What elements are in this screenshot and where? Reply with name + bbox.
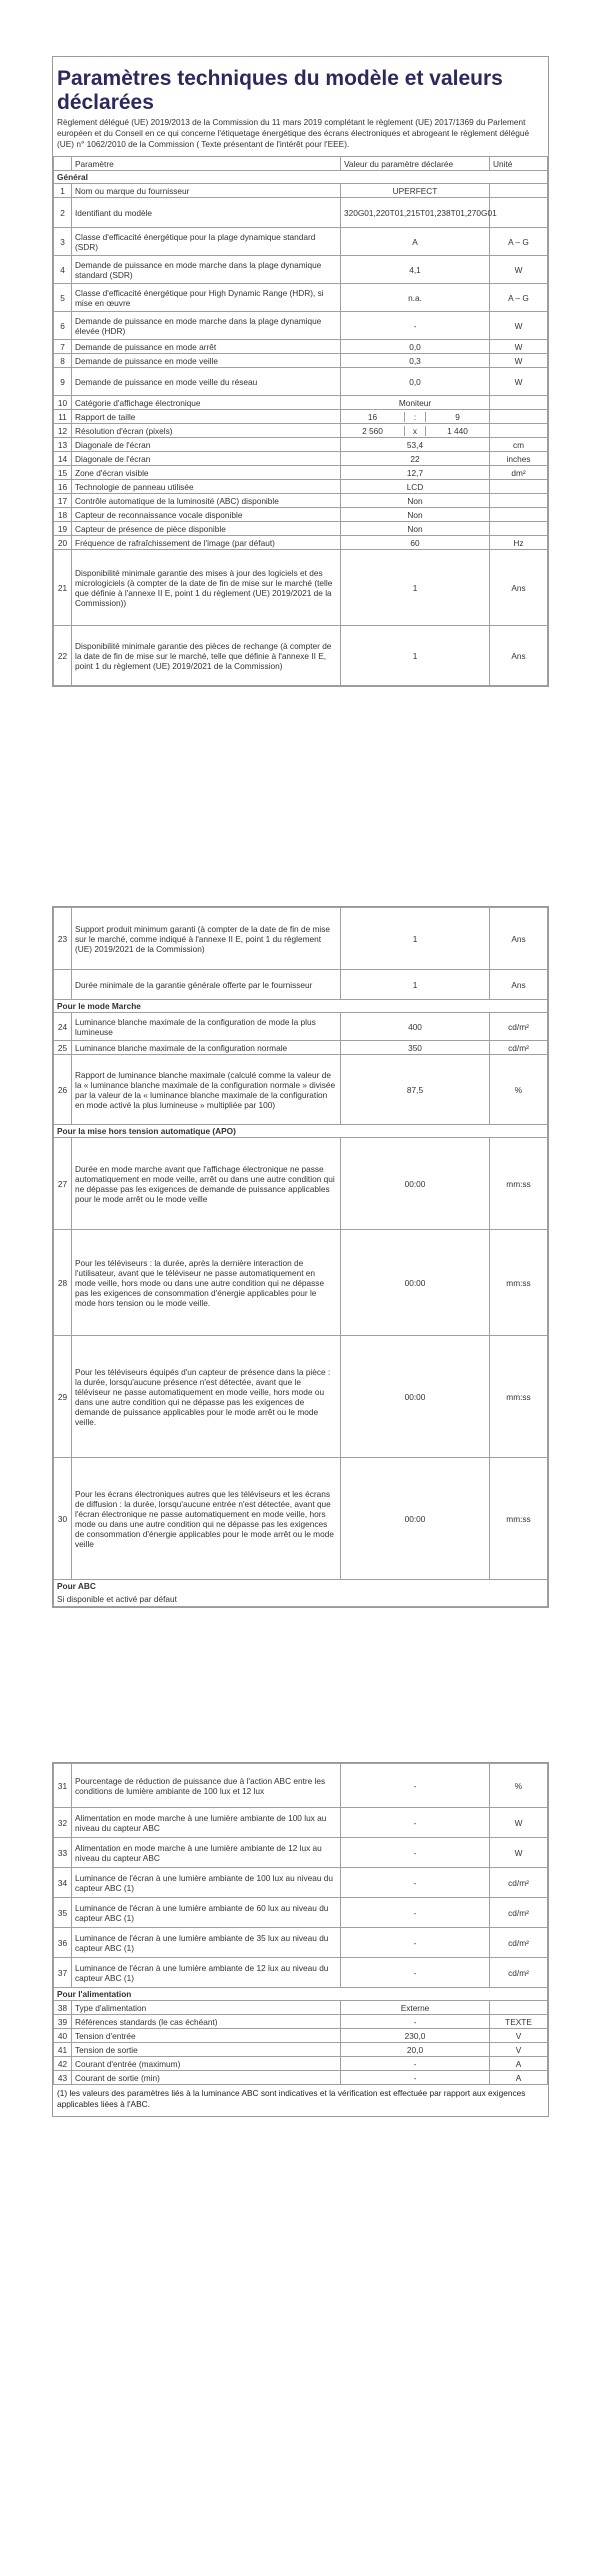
table-row: 12 Résolution d'écran (pixels) 2 560 x 1 440 bbox=[54, 424, 548, 438]
section-apo: Pour la mise hors tension automatique (APO) bbox=[54, 1125, 548, 1138]
table-row: 1 Nom ou marque du fournisseur UPERFECT bbox=[54, 184, 548, 198]
table-row: 15 Zone d'écran visible 12,7 dm² bbox=[54, 466, 548, 480]
table-header-row bbox=[54, 157, 548, 171]
header-param: Paramètre bbox=[72, 157, 341, 171]
table-row: 21 Disponibilité minimale garantie des mises à jour des logiciels et des micrologiciels (à compter de la date de fin de mise sur le marché (telle que définie à l'annexe II E, point 1 du règlement (UE) 2019/2021 de la Commission)) 1 Ans bbox=[54, 550, 548, 626]
table-row: 24 Luminance blanche maximale de la configuration de mode la plus lumineuse 400 cd/m² bbox=[54, 1013, 548, 1041]
table-row: 33 Alimentation en mode marche à une lumière ambiante de 12 lux au niveau du capteur ABC - W bbox=[54, 1838, 548, 1868]
document-page-1 bbox=[52, 56, 549, 687]
header-unit: Unité bbox=[490, 157, 548, 171]
table-row: 43 Courant de sortie (min) - A bbox=[54, 2071, 548, 2085]
table-row: 38 Type d'alimentation Externe bbox=[54, 2001, 548, 2015]
table-row: 32 Alimentation en mode marche à une lumière ambiante de 100 lux au niveau du capteur ABC - W bbox=[54, 1808, 548, 1838]
table-row: 4 Demande de puissance en mode marche dans la plage dynamique standard (SDR) 4,1 W bbox=[54, 256, 548, 284]
table-row: Durée minimale de la garantie générale offerte par le fournisseur 1 Ans bbox=[54, 970, 548, 1000]
document-page-2 bbox=[52, 906, 549, 1608]
table-row: 39 Références standards (le cas échéant) - TEXTE bbox=[54, 2015, 548, 2029]
table-row: 10 Catégorie d'affichage électronique Moniteur bbox=[54, 396, 548, 410]
table-row: 31 Pourcentage de réduction de puissance due à l'action ABC entre les conditions de lumière ambiante de 100 lux et 12 lux - % bbox=[54, 1764, 548, 1808]
table-row: 13 Diagonale de l'écran 53,4 cm bbox=[54, 438, 548, 452]
table-row: 6 Demande de puissance en mode marche dans la plage dynamique élevée (HDR) - W bbox=[54, 312, 548, 340]
parameters-table-part-2 bbox=[53, 907, 548, 1607]
table-row: 18 Capteur de reconnaissance vocale disponible Non bbox=[54, 508, 548, 522]
header-value: Valeur du paramètre déclarée bbox=[341, 157, 490, 171]
table-row: 35 Luminance de l'écran à une lumière ambiante de 60 lux au niveau du capteur ABC (1) - cd/m² bbox=[54, 1898, 548, 1928]
table-row: 3 Classe d'efficacité énergétique pour la plage dynamique standard (SDR) A A – G bbox=[54, 228, 548, 256]
table-row: 26 Rapport de luminance blanche maximale (calculé comme la valeur de la « luminance blanche maximale de la configuration normale » divisée par la valeur de la « luminance blanche maximale de la configuration en mode activé la plus lumineuse » multipliée par 100) 87,5 % bbox=[54, 1055, 548, 1125]
table-row: 2 Identifiant du modèle 320G01,220T01,215T01,238T01,270G01 bbox=[54, 198, 548, 228]
table-row: 23 Support produit minimum garanti (à compter de la date de fin de mise sur le marché, comme indiqué à l'annexe II E, point 1 du règlement (UE) 2019/2021 de la Commission) 1 Ans bbox=[54, 908, 548, 970]
table-row: 11 Rapport de taille 16 : 9 bbox=[54, 410, 548, 424]
table-row: 41 Tension de sortie 20,0 V bbox=[54, 2043, 548, 2057]
table-row: 19 Capteur de présence de pièce disponible Non bbox=[54, 522, 548, 536]
table-row: 40 Tension d'entrée 230,0 V bbox=[54, 2029, 548, 2043]
section-power: Pour l'alimentation bbox=[54, 1988, 548, 2001]
table-row: 16 Technologie de panneau utilisée LCD bbox=[54, 480, 548, 494]
parameters-table-part-3 bbox=[53, 1763, 548, 2085]
footnote: (1) les valeurs des paramètres liés à la luminance ABC sont indicatives et la vérification est effectuée par rapport aux exigences applicables liées à l'ABC. bbox=[57, 2088, 526, 2109]
table-row: 17 Contrôle automatique de la luminosité (ABC) disponible Non bbox=[54, 494, 548, 508]
table-row: 37 Luminance de l'écran à une lumière ambiante de 12 lux au niveau du capteur ABC (1) - cd/m² bbox=[54, 1958, 548, 1988]
table-row: 5 Classe d'efficacité énergétique pour High Dynamic Range (HDR), si mise en œuvre n.a. A – G bbox=[54, 284, 548, 312]
table-row: 14 Diagonale de l'écran 22 inches bbox=[54, 452, 548, 466]
page-title: Paramètres techniques du modèle et valeurs déclarées bbox=[57, 67, 503, 114]
table-row: 36 Luminance de l'écran à une lumière ambiante de 35 lux au niveau du capteur ABC (1) - cd/m² bbox=[54, 1928, 548, 1958]
table-row: 34 Luminance de l'écran à une lumière ambiante de 100 lux au niveau du capteur ABC (1) - cd/m² bbox=[54, 1868, 548, 1898]
section-abc: Pour ABC bbox=[54, 1580, 548, 1593]
table-row: 42 Courant d'entrée (maximum) - A bbox=[54, 2057, 548, 2071]
table-row: 22 Disponibilité minimale garantie des pièces de rechange (à compter de la date de fin de mise sur le marché, telle que définie à l'annexe II E, point 1 du règlement (UE) 2019/2021 de la Commission) 1 Ans bbox=[54, 626, 548, 686]
table-row: 25 Luminance blanche maximale de la configuration normale 350 cd/m² bbox=[54, 1041, 548, 1055]
document-page-3 bbox=[52, 1762, 549, 2117]
table-row: 29 Pour les téléviseurs équipés d'un capteur de présence dans la pièce : la durée, lorsqu'aucune présence n'est détectée, avant que le téléviseur ne passe automatiquement en mode veille, hors mode ou dans une autre condition qui ne dépasse pas les exigences de demande de puissance applicables pour le mode arrêt ou le mode veille. 00:00 mm:ss bbox=[54, 1336, 548, 1458]
table-row: 28 Pour les téléviseurs : la durée, après la dernière interaction de l'utilisateur, avant que le téléviseur ne passe automatiquement en mode veille, hors mode ou dans une autre condition qui ne dépasse pas les exigences de consommation d'énergie applicables pour le mode hors tension ou le mode veille. 00:00 mm:ss bbox=[54, 1230, 548, 1336]
table-row: 30 Pour les écrans électroniques autres que les téléviseurs et les écrans de diffusion : la durée, lorsqu'aucune entrée n'est détectée, avant que l'écran électronique ne passe automatiquement en mode veille, hors mode ou dans une autre condition qui ne dépasse pas les exigences de consommation d'énergie applicables pour le mode arrêt ou le mode veille 00:00 mm:ss bbox=[54, 1458, 548, 1580]
table-row: 27 Durée en mode marche avant que l'affichage électronique ne passe automatiquement en mode veille, arrêt ou dans une autre condition qui ne dépasse pas les exigences de demande de puissance applicables pour le mode arrêt ou le mode veille 00:00 mm:ss bbox=[54, 1138, 548, 1230]
intro-text: Règlement délégué (UE) 2019/2013 de la Commission du 11 mars 2019 complétant le règlement (UE) 2017/1369 du Parlement européen et du Conseil en ce qui concerne l'étiquetage énergétique des écrans électroniques et abrogeant le règlement délégué (UE) n° 1062/2010 de la Commission ( Texte présentant de l'intérêt pour l'EEE). bbox=[57, 117, 530, 149]
section-on-mode: Pour le mode Marche bbox=[54, 1000, 548, 1013]
parameters-table-part-1 bbox=[53, 156, 548, 686]
table-row: 8 Demande de puissance en mode veille 0,3 W bbox=[54, 354, 548, 368]
table-row: 20 Fréquence de rafraîchissement de l'image (par défaut) 60 Hz bbox=[54, 536, 548, 550]
table-row: 9 Demande de puissance en mode veille du réseau 0,0 W bbox=[54, 368, 548, 396]
table-row: 7 Demande de puissance en mode arrêt 0,0 W bbox=[54, 340, 548, 354]
section-general: Général bbox=[54, 171, 548, 184]
section-abc-subtitle: Si disponible et activé par défaut bbox=[54, 1593, 548, 1607]
